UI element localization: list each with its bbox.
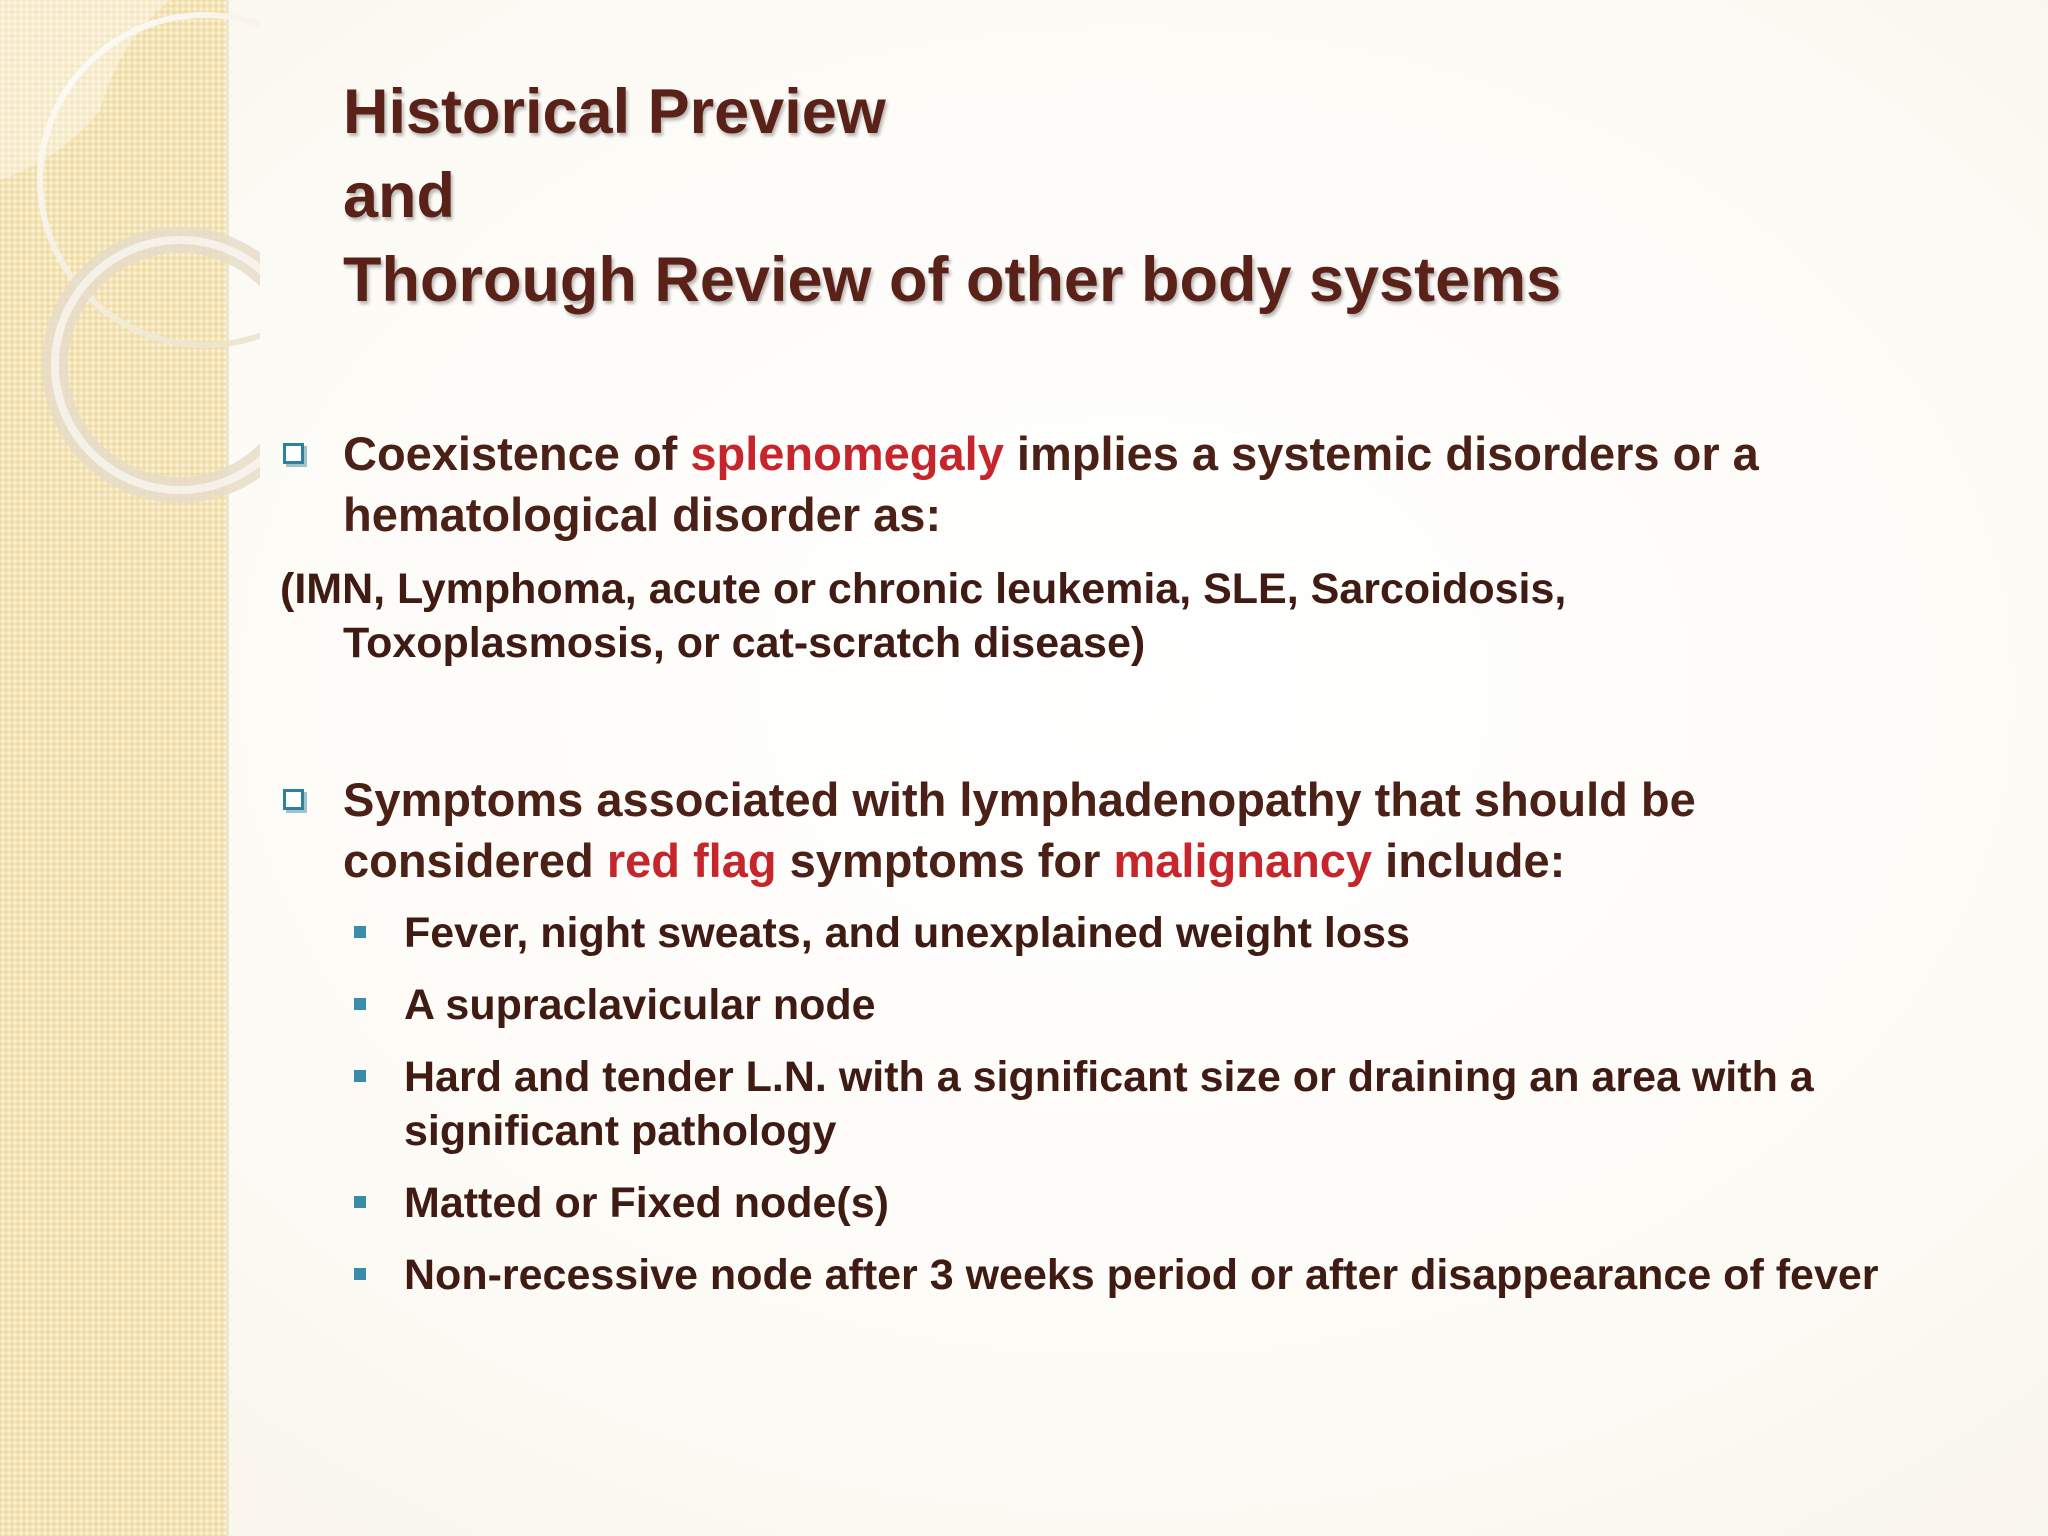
bullet-splenomegaly (343, 423, 1903, 545)
sub-item-text: A supraclavicular node (404, 981, 876, 1029)
bullet2-highlight-red-flag: red flag (606, 834, 777, 887)
condition-list-note (280, 562, 1880, 670)
sub-item-fever (404, 906, 1964, 960)
paren-line-1: (IMN, Lymphoma, acute or chronic leukemia, SLE, Sarcoidosis, (280, 565, 1567, 613)
sub-item-text: Fever, night sweats, and unexplained weight loss (404, 909, 1410, 957)
sub-item-non-recessive (404, 1248, 1964, 1302)
sub-item-text: Hard and tender L.N. with a significant size or draining an area with a (404, 1053, 1814, 1101)
sub-item-hard-tender (404, 1050, 1964, 1158)
bullet2-line1: Symptoms associated with lymphadenopathy that should be (343, 773, 1696, 826)
filled-square-bullet-icon (354, 1268, 366, 1280)
bullet-red-flag-symptoms (343, 769, 1903, 891)
bullet1-highlight: splenomegaly (690, 427, 1004, 480)
slide-title (343, 70, 1943, 322)
filled-square-bullet-icon (354, 998, 366, 1010)
bullet2-line2-prefix: considered (343, 834, 607, 887)
sub-item-text-continued: significant pathology (404, 1107, 837, 1155)
bullet2-highlight-malignancy: malignancy (1113, 834, 1373, 887)
filled-square-bullet-icon (354, 926, 366, 938)
hollow-square-bullet-icon (283, 789, 304, 810)
bullet1-line2: hematological disorder as: (343, 488, 942, 541)
sub-item-text: Matted or Fixed node(s) (404, 1179, 889, 1227)
title-line-2: and (343, 161, 456, 231)
decorative-rings (0, 0, 260, 520)
hollow-square-bullet-icon (283, 443, 304, 464)
small-ring-inner (55, 240, 260, 490)
sub-item-matted (404, 1176, 1964, 1230)
sub-item-text: Non-recessive node after 3 weeks period or after disappearance of fever (404, 1251, 1879, 1299)
title-line-1: Historical Preview (343, 77, 886, 147)
bullet1-prefix: Coexistence of (343, 427, 691, 480)
filled-square-bullet-icon (354, 1196, 366, 1208)
bullet1-line1-suffix: implies a systemic disorders or a (1003, 427, 1759, 480)
title-line-3: Thorough Review of other body systems (343, 245, 1562, 315)
filled-square-bullet-icon (354, 1070, 366, 1082)
sub-item-supraclavicular (404, 978, 1964, 1032)
bullet2-middle: symptoms for (776, 834, 1114, 887)
bullet2-suffix: include: (1372, 834, 1566, 887)
paren-line-2: Toxoplasmosis, or cat-scratch disease) (343, 619, 1146, 667)
